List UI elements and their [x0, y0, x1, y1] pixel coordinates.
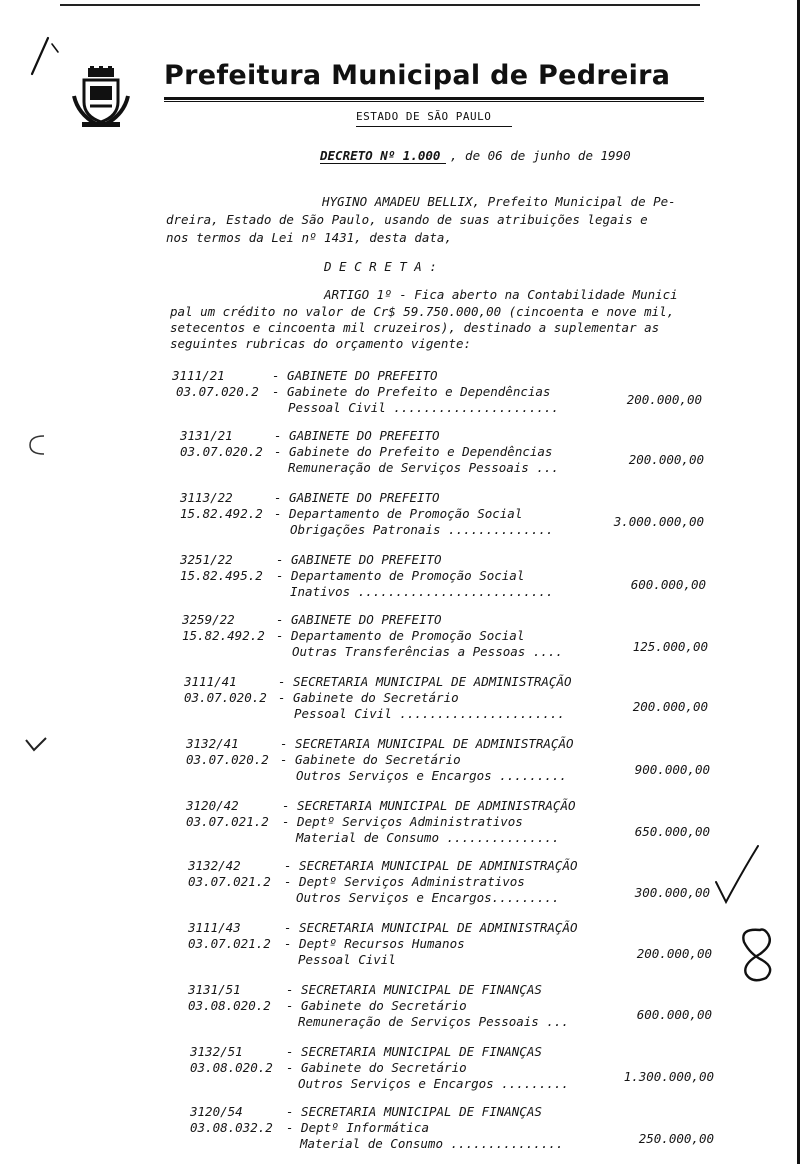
entry-function: 15.82.495.2: [180, 568, 263, 583]
entry-unit: - Gabinete do Secretário: [286, 1060, 467, 1075]
decree-number: DECRETO Nº 1.000: [320, 148, 441, 163]
article-line: seguintes rubricas do orçamento vigente:: [170, 336, 472, 351]
entry-amount: 250.000,00: [638, 1131, 714, 1146]
entry-function: 03.08.020.2: [188, 998, 271, 1013]
entry-item: Inativos ..........................: [290, 584, 554, 599]
entry-function: 15.82.492.2: [180, 506, 263, 521]
entry-unit: - Gabinete do Prefeito e Dependências: [272, 384, 551, 399]
entry-unit: - Deptº Serviços Administrativos: [284, 874, 525, 889]
top-edge-line: [60, 4, 700, 6]
handwritten-eight-icon: [730, 924, 782, 984]
header-rule: [164, 97, 704, 100]
entry-item: Outros Serviços e Encargos.........: [296, 890, 560, 905]
entry-org: - SECRETARIA MUNICIPAL DE ADMINISTRAÇÃO: [284, 858, 578, 873]
entry-function: 03.07.021.2: [188, 874, 271, 889]
entry-org: - GABINETE DO PREFEITO: [276, 552, 442, 567]
entry-amount: 300.000,00: [634, 885, 710, 900]
entry-org: - SECRETARIA MUNICIPAL DE ADMINISTRAÇÃO: [278, 674, 572, 689]
entry-code: 3111/21: [172, 368, 225, 383]
entry-code: 3132/41: [186, 736, 239, 751]
entry-amount: 125.000,00: [632, 639, 708, 654]
entry-function: 03.08.032.2: [190, 1120, 273, 1135]
entry-org: - GABINETE DO PREFEITO: [274, 428, 440, 443]
entry-org: - SECRETARIA MUNICIPAL DE ADMINISTRAÇÃO: [284, 920, 578, 935]
handwritten-slash-icon: [28, 30, 68, 80]
entry-amount: 200.000,00: [636, 946, 712, 961]
entry-function: 03.07.021.2: [186, 814, 269, 829]
tick-mark-icon: [22, 734, 52, 754]
entry-unit: - Gabinete do Secretário: [286, 998, 467, 1013]
article-line: setecentos e cincoenta mil cruzeiros), destinado a suplementar as: [170, 320, 660, 335]
coat-of-arms-icon: [72, 66, 130, 128]
preamble-line: nos termos da Lei nº 1431, desta data,: [166, 230, 452, 245]
entry-amount: 600.000,00: [630, 577, 706, 592]
entry-unit: - Departamento de Promoção Social: [274, 506, 523, 521]
entry-code: 3120/42: [186, 798, 239, 813]
entry-item: Pessoal Civil ......................: [288, 400, 559, 415]
entry-item: Outros Serviços e Encargos .........: [298, 1076, 569, 1091]
entry-amount: 200.000,00: [628, 452, 704, 467]
entry-item: Pessoal Civil: [298, 952, 396, 967]
state-subtitle: ESTADO DE SÃO PAULO: [356, 110, 492, 123]
entry-amount: 600.000,00: [636, 1007, 712, 1022]
entry-unit: - Deptº Serviços Administrativos: [282, 814, 523, 829]
entry-amount: 3.000.000,00: [613, 514, 704, 529]
header-rule-thin: [164, 101, 704, 102]
decree-underline: [320, 163, 446, 164]
punch-hole-icon: [22, 430, 52, 460]
entry-amount: 200.000,00: [626, 392, 702, 407]
entry-unit: - Gabinete do Prefeito e Dependências: [274, 444, 553, 459]
entry-amount: 650.000,00: [634, 824, 710, 839]
entry-function: 15.82.492.2: [182, 628, 265, 643]
entry-code: 3111/41: [184, 674, 237, 689]
entry-org: - SECRETARIA MUNICIPAL DE FINANÇAS: [286, 1104, 542, 1119]
entry-org: - SECRETARIA MUNICIPAL DE ADMINISTRAÇÃO: [280, 736, 574, 751]
entry-item: Outros Serviços e Encargos .........: [296, 768, 567, 783]
decreta-heading: D E C R E T A :: [324, 259, 437, 274]
entry-code: 3113/22: [180, 490, 233, 505]
entry-unit: - Deptº Recursos Humanos: [284, 936, 465, 951]
entry-code: 3131/21: [180, 428, 233, 443]
entry-item: Obrigações Patronais ..............: [290, 522, 554, 537]
entry-org: - SECRETARIA MUNICIPAL DE FINANÇAS: [286, 982, 542, 997]
article-line: ARTIGO 1º - Fica aberto na Contabilidade Munici: [324, 287, 678, 302]
entry-code: 3132/42: [188, 858, 241, 873]
entry-org: - GABINETE DO PREFEITO: [276, 612, 442, 627]
entry-unit: - Departamento de Promoção Social: [276, 628, 525, 643]
entry-amount: 1.300.000,00: [623, 1069, 714, 1084]
entry-org: - SECRETARIA MUNICIPAL DE ADMINISTRAÇÃO: [282, 798, 576, 813]
entry-function: 03.07.020.2: [180, 444, 263, 459]
entry-amount: 900.000,00: [634, 762, 710, 777]
entry-function: 03.07.021.2: [188, 936, 271, 951]
entry-item: Material de Consumo ...............: [300, 1136, 564, 1151]
entry-code: 3111/43: [188, 920, 241, 935]
entry-unit: - Gabinete do Secretário: [278, 690, 459, 705]
article-line: pal um crédito no valor de Cr$ 59.750.000,00 (cincoenta e nove mil,: [170, 304, 675, 319]
decree-date: , de 06 de junho de 1990: [450, 148, 631, 163]
entry-code: 3251/22: [180, 552, 233, 567]
entry-item: Remuneração de Serviços Pessoais ...: [288, 460, 559, 475]
entry-code: 3120/54: [190, 1104, 243, 1119]
page-title: Prefeitura Municipal de Pedreira: [164, 60, 671, 91]
preamble-line: dreira, Estado de São Paulo, usando de suas atribuições legais e: [166, 212, 648, 227]
entry-function: 03.07.020.2: [184, 690, 267, 705]
entry-item: Pessoal Civil ......................: [294, 706, 565, 721]
entry-unit: - Deptº Informática: [286, 1120, 429, 1135]
entry-org: - SECRETARIA MUNICIPAL DE FINANÇAS: [286, 1044, 542, 1059]
handwritten-check-icon: [712, 842, 762, 908]
entry-unit: - Gabinete do Secretário: [280, 752, 461, 767]
state-underline: [356, 126, 512, 127]
entry-org: - GABINETE DO PREFEITO: [274, 490, 440, 505]
entry-function: 03.07.020.2: [176, 384, 259, 399]
entry-code: 3259/22: [182, 612, 235, 627]
preamble-line: HYGINO AMADEU BELLIX, Prefeito Municipal de Pe-: [322, 194, 676, 209]
entry-item: Remuneração de Serviços Pessoais ...: [298, 1014, 569, 1029]
entry-function: 03.08.020.2: [190, 1060, 273, 1075]
entry-function: 03.07.020.2: [186, 752, 269, 767]
entry-code: 3131/51: [188, 982, 241, 997]
entry-amount: 200.000,00: [632, 699, 708, 714]
entry-unit: - Departamento de Promoção Social: [276, 568, 525, 583]
entry-item: Material de Consumo ...............: [296, 830, 560, 845]
entry-code: 3132/51: [190, 1044, 243, 1059]
entry-item: Outras Transferências a Pessoas ....: [292, 644, 563, 659]
entry-org: - GABINETE DO PREFEITO: [272, 368, 438, 383]
